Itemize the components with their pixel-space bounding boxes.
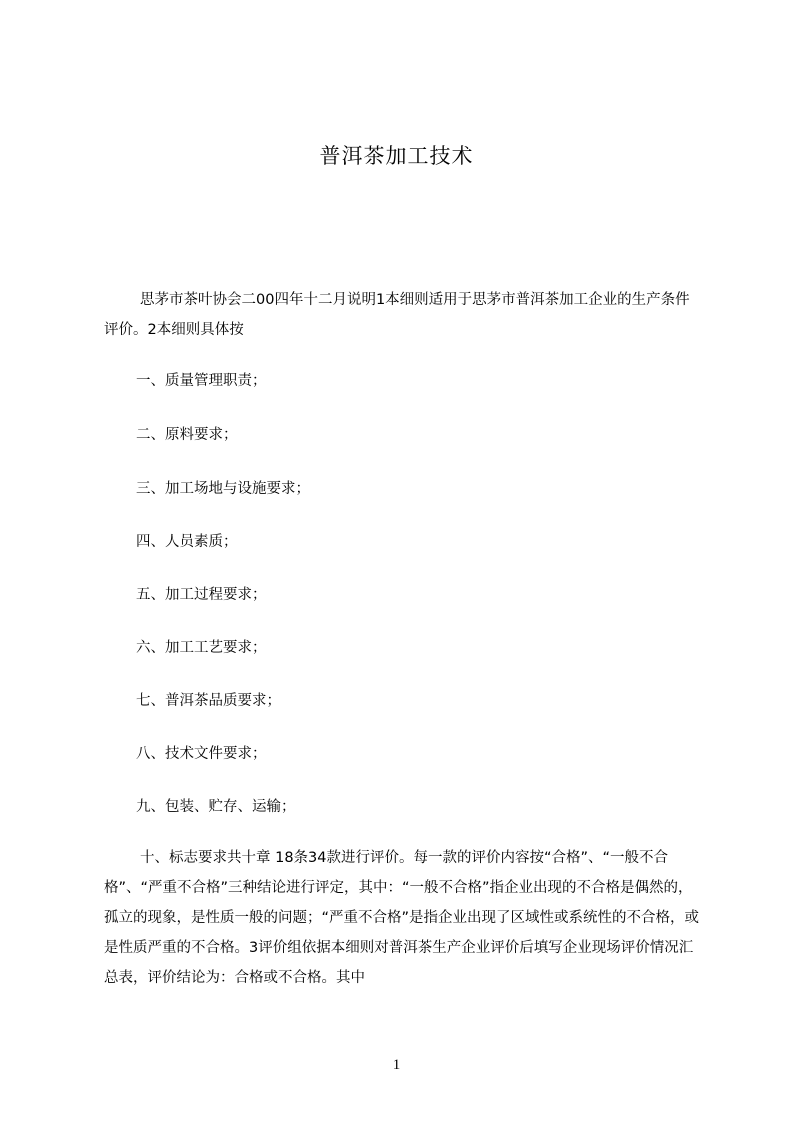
list-item: 九、包装、贮存、运输； bbox=[136, 799, 296, 815]
closing-paragraph: 十、标志要求共十章 18条34款进行评价。每一款的评价内容按“合格”、“一般不合格”、“严重不合格”三种结论进行评定，其中：“一般不合格”指企业出现的不合格是偶然的，孤立的现象，是性质一般的问题；“严重不合格”是指企业出现了区域性或系统性的不合格，或是性质严重的不合格。3评价组依据本细则对普洱茶生产企业评价后填写企业现场评价情况汇总表，评价结论为：合格或不合格。其中 bbox=[104, 850, 700, 986]
list-item: 六、加工工艺要求； bbox=[136, 640, 267, 656]
page-number: 1 bbox=[392, 1057, 401, 1073]
document-title: 普洱茶加工技术 bbox=[319, 144, 474, 168]
list-item: 八、技术文件要求； bbox=[136, 746, 267, 762]
list-item: 七、普洱茶品质要求； bbox=[136, 693, 281, 709]
list-item: 五、加工过程要求； bbox=[136, 587, 267, 603]
list-item: 二、原料要求； bbox=[136, 427, 238, 443]
list-item: 四、人员素质； bbox=[136, 534, 238, 550]
intro-paragraph: 思茅市茶叶协会二00四年十二月说明1本细则适用于思茅市普洱茶加工企业的生产条件评价。2本细则具体按 bbox=[104, 292, 690, 338]
list-item: 三、加工场地与设施要求； bbox=[136, 481, 310, 497]
list-item: 一、质量管理职责； bbox=[136, 373, 267, 389]
